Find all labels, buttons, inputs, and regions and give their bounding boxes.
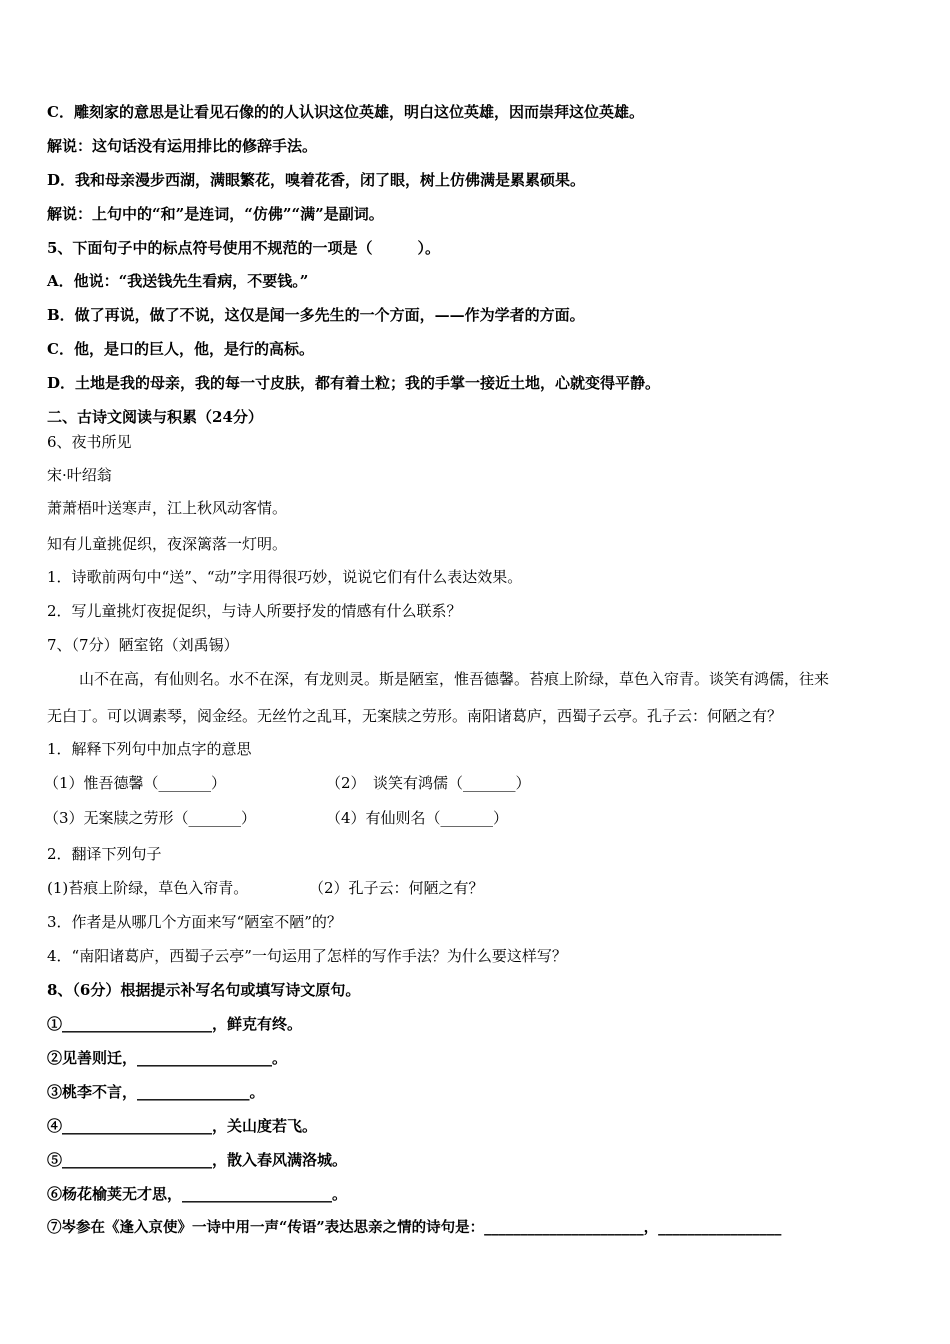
fill-blank-line: ⑦岑参在《逢入京使》一诗中用一声“传语”表达思亲之情的诗句是：______________________，_________________ [47,1219,782,1236]
sub-question: 1．解释下列句中加点字的意思 [47,740,252,758]
option-c-line: C．他，是口的巨人，他，是行的高标。 [47,340,314,358]
fill-blank-line: ②见善则迁，__________________。 [47,1049,288,1067]
sub-question: 2．写儿童挑灯夜捉促织，与诗人所要抒发的情感有什么联系？ [47,602,462,620]
question-6-title: 6、夜书所见 [47,433,132,451]
sub-question: 2．翻译下列句子 [47,845,162,863]
translate-item: （2）孔子云：何陋之有？ [309,879,484,897]
question-5: 5、下面句子中的标点符号使用不规范的一项是（ ）。 [47,239,440,257]
fill-blank-line: ⑤____________________，散入春风满洛城。 [47,1151,348,1169]
fill-blank-line: ④____________________，关山度若飞。 [47,1117,318,1135]
blank-item: （1）惟吾德馨（_______） [44,774,227,792]
blank-item: （3）无案牍之劳形（_______） [44,809,257,827]
section-heading: 二、古诗文阅读与积累（24分） [47,408,263,426]
option-a-line: A．他说：“我送钱先生看病，不要钱。” [47,272,309,290]
option-d-line: D．我和母亲漫步西湖，满眼繁花，嗅着花香，闭了眼，树上仿佛满是累累硕果。 [47,171,586,189]
explanation-line: 解说：这句话没有运用排比的修辞手法。 [47,137,318,155]
poem-author: 宋·叶绍翁 [47,466,112,484]
passage-line: 无白丁。可以调素琴，阅金经。无丝竹之乱耳，无案牍之劳形。南阳诸葛庐，西蜀子云亭。孔子云：何陋之有？ [47,707,783,725]
fill-blank-line: ③桃李不言，_______________。 [47,1083,265,1101]
translate-item: (1)苔痕上阶绿，草色入帘青。 [47,879,249,897]
blank-item: （2） 谈笑有鸿儒（_______） [326,774,531,792]
sub-question: 1．诗歌前两句中“送”、“动”字用得很巧妙，说说它们有什么表达效果。 [47,568,523,586]
poem-line: 知有儿童挑促织，夜深篱落一灯明。 [47,535,288,553]
blank-item: （4）有仙则名（_______） [326,809,509,827]
poem-line: 萧萧梧叶送寒声，江上秋风动客情。 [47,499,288,517]
option-b-line: B．做了再说，做了不说，这仅是闻一多先生的一个方面，——作为学者的方面。 [47,306,585,324]
question-7-title: 7、（7分）陋室铭（刘禹锡） [47,636,239,654]
option-d-line: D．土地是我的母亲，我的每一寸皮肤，都有着土粒；我的手掌一接近土地，心就变得平静。 [47,374,661,392]
passage-line: 山不在高，有仙则名。水不在深，有龙则灵。斯是陋室，惟吾德馨。苔痕上阶绿，草色入帘青。谈笑有鸿儒，往来 [79,670,830,688]
option-c-line: C．雕刻家的意思是让看见石像的的人认识这位英雄，明白这位英雄，因而崇拜这位英雄。 [47,103,644,121]
explanation-line: 解说：上句中的“和”是连词，“仿佛”“满”是副词。 [47,205,384,223]
sub-question: 3．作者是从哪几个方面来写“陋室不陋”的？ [47,913,342,931]
question-8-title: 8、（6分）根据提示补写名句或填写诗文原句。 [47,981,361,999]
fill-blank-line: ①____________________，鲜克有终。 [47,1015,303,1033]
fill-blank-line: ⑥杨花榆荚无才思，____________________。 [47,1185,348,1203]
sub-question: 4．“南阳诸葛庐，西蜀子云亭”一句运用了怎样的写作手法？为什么要这样写？ [47,947,567,965]
